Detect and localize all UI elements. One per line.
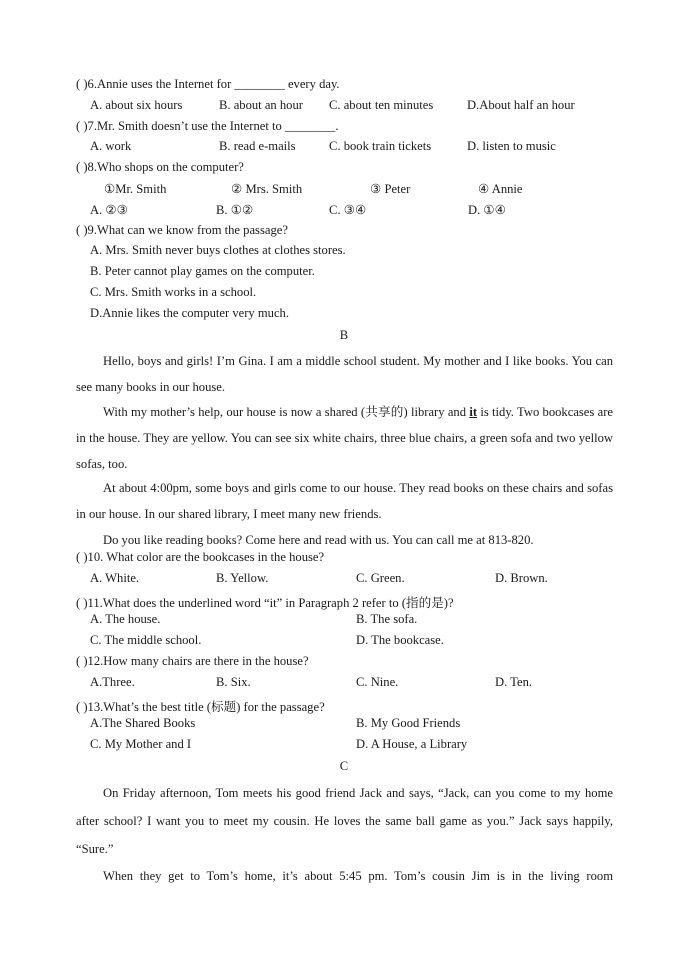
option-d: D. Ten. bbox=[495, 675, 533, 689]
passage-b-paragraph-3: At about 4:00pm, some boys and girls come to our house. They read books on these chairs and sofas in our house. In our shared library, I meet many new friends. bbox=[76, 481, 613, 521]
person-4: ④ Annie bbox=[478, 182, 523, 196]
answer-paren[interactable]: ( ) bbox=[76, 77, 88, 91]
option-c: C. The middle school. bbox=[90, 633, 202, 647]
option-a: A. The house. bbox=[90, 612, 161, 626]
question-9 bbox=[76, 223, 288, 238]
option-d: D. A House, a Library bbox=[356, 737, 468, 751]
option-b: B. Yellow. bbox=[216, 571, 269, 585]
option-c: C. My Mother and I bbox=[90, 737, 192, 751]
passage-b-paragraph-2: With my mother’s help, our house is now a shared (共享的) library and it is tidy. Two bookcases are in the house. They are yellow. You can see six white chairs, three blue chairs, a green sofa and two yellow sofas, too. bbox=[76, 405, 613, 471]
question-12 bbox=[76, 654, 309, 669]
question-6 bbox=[76, 77, 340, 92]
option-d: D. The bookcase. bbox=[356, 633, 444, 647]
option-a: A. about six hours bbox=[90, 98, 183, 112]
person-1: ①Mr. Smith bbox=[104, 182, 167, 196]
question-7 bbox=[76, 119, 338, 134]
option-d: D. Brown. bbox=[495, 571, 548, 585]
option-c: C. about ten minutes bbox=[329, 98, 434, 112]
answer-paren[interactable]: ( ) bbox=[76, 160, 88, 174]
question-stem: 10. What color are the bookcases in the house? bbox=[87, 550, 325, 564]
option-a: A. Mrs. Smith never buys clothes at clothes stores. bbox=[90, 243, 346, 257]
question-stem: 6.Annie uses the Internet for ________ every day. bbox=[87, 77, 340, 91]
option-a: A.The Shared Books bbox=[90, 716, 196, 730]
passage-c-paragraph-2: When they get to Tom’s home, it’s about 5:45 pm. Tom’s cousin Jim is in the living room bbox=[103, 869, 613, 883]
person-3: ③ Peter bbox=[370, 182, 411, 196]
option-b: B. read e-mails bbox=[219, 139, 296, 153]
question-11 bbox=[76, 592, 454, 611]
passage-c-paragraph-1: On Friday afternoon, Tom meets his good friend Jack and says, “Jack, can you come to my home after school? I want you to meet my cousin. He loves the same ball game as you.” Jack says happily, “Sure.” bbox=[76, 786, 613, 856]
option-d: D.Annie likes the computer very much. bbox=[90, 306, 289, 320]
option-b: B. ①② bbox=[216, 203, 254, 217]
option-c: C. Green. bbox=[356, 571, 405, 585]
section-heading-b: B bbox=[339, 328, 349, 342]
question-stem: 13.What’s the best title (标题) for the passage? bbox=[87, 700, 325, 714]
passage-b-paragraph-4: Do you like reading books? Come here and read with us. You can call me at 813-820. bbox=[103, 533, 534, 547]
option-c: C. Mrs. Smith works in a school. bbox=[90, 285, 257, 299]
underlined-word: it bbox=[469, 405, 478, 419]
section-heading-c: C bbox=[339, 759, 349, 773]
question-stem: 7.Mr. Smith doesn’t use the Internet to ________. bbox=[87, 119, 339, 133]
question-8 bbox=[76, 160, 244, 175]
option-a: A. work bbox=[90, 139, 132, 153]
option-a: A.Three. bbox=[90, 675, 135, 689]
option-c: C. Nine. bbox=[356, 675, 399, 689]
option-b: B. Six. bbox=[216, 675, 251, 689]
answer-paren[interactable]: ( ) bbox=[76, 119, 88, 133]
option-c: C. book train tickets bbox=[329, 139, 432, 153]
passage-b-paragraph-1: Hello, boys and girls! I’m Gina. I am a middle school student. My mother and I like books. You can see many books in our house. bbox=[76, 354, 613, 394]
option-b: B. Peter cannot play games on the computer. bbox=[90, 264, 315, 278]
option-a: A. White. bbox=[90, 571, 140, 585]
question-13 bbox=[76, 696, 325, 715]
answer-paren[interactable]: ( ) bbox=[76, 550, 88, 564]
answer-paren[interactable]: ( ) bbox=[76, 223, 88, 237]
person-2: ② Mrs. Smith bbox=[231, 182, 303, 196]
answer-paren[interactable]: ( ) bbox=[76, 596, 88, 610]
option-d: D. listen to music bbox=[467, 139, 556, 153]
option-a: A. ②③ bbox=[90, 203, 128, 217]
question-stem: 8.Who shops on the computer? bbox=[87, 160, 244, 174]
option-d: D.About half an hour bbox=[467, 98, 575, 112]
answer-paren[interactable]: ( ) bbox=[76, 654, 88, 668]
option-b: B. about an hour bbox=[219, 98, 303, 112]
option-c: C. ③④ bbox=[329, 203, 367, 217]
option-d: D. ①④ bbox=[468, 203, 506, 217]
question-stem: 11.What does the underlined word “it” in Paragraph 2 refer to (指的是)? bbox=[87, 596, 454, 610]
option-b: B. The sofa. bbox=[356, 612, 418, 626]
question-10 bbox=[76, 550, 324, 565]
question-stem: 12.How many chairs are there in the house? bbox=[87, 654, 309, 668]
option-b: B. My Good Friends bbox=[356, 716, 461, 730]
question-stem: 9.What can we know from the passage? bbox=[87, 223, 288, 237]
answer-paren[interactable]: ( ) bbox=[76, 700, 88, 714]
